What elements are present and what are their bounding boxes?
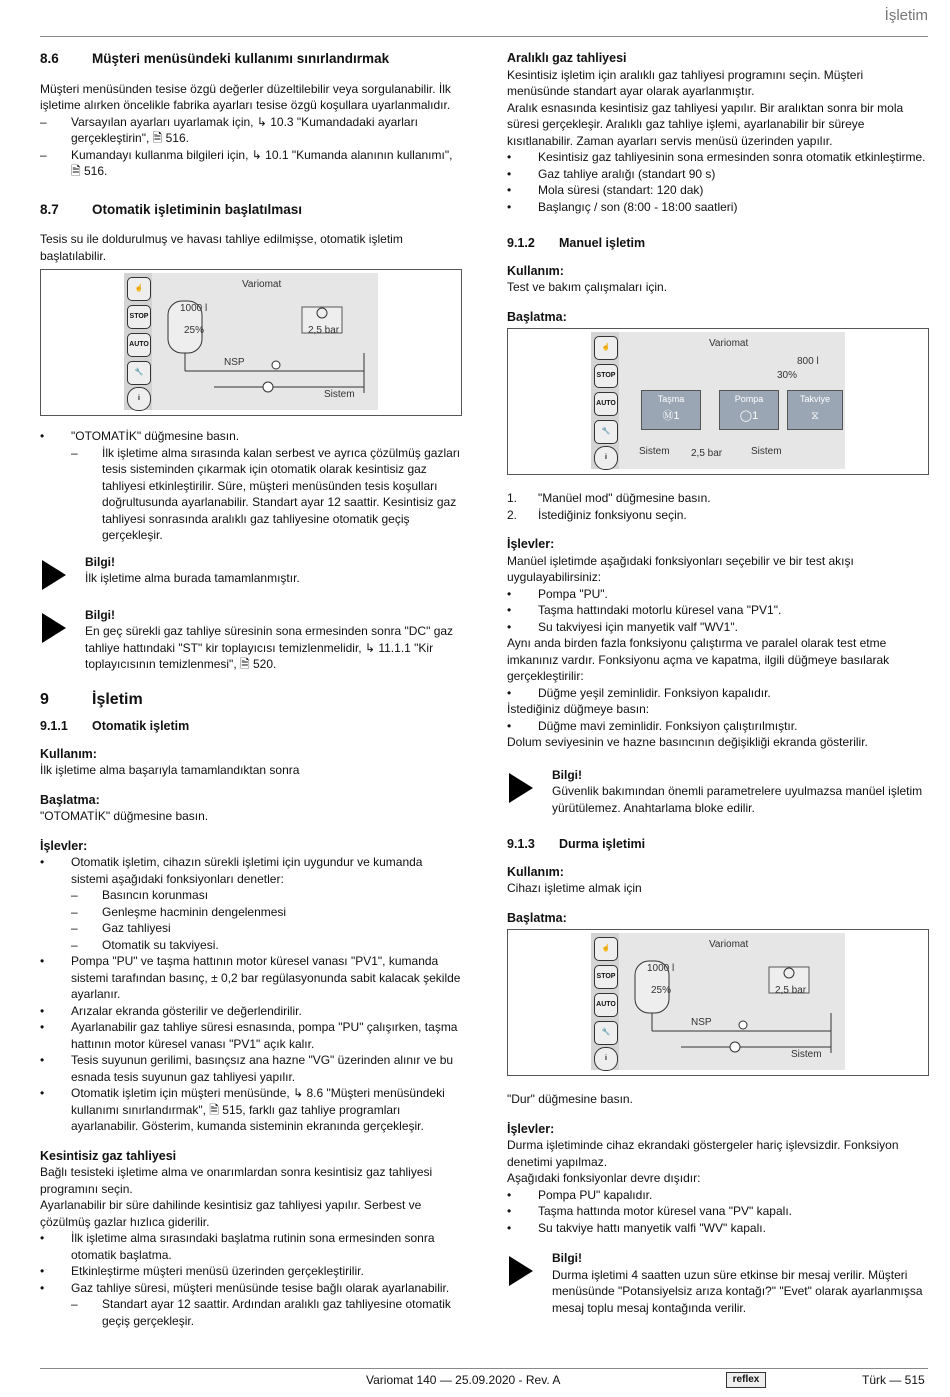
figure-title: Variomat [242, 279, 282, 290]
functions-label: İşlevler: [507, 1121, 555, 1136]
section-number: 8.6 [40, 51, 59, 66]
system-label: Sistem [791, 1049, 822, 1060]
list-item: • Su takviyesi için manyetik valf "WV1". [507, 619, 738, 634]
control-panel-figure-stop [507, 929, 929, 1076]
list-item: • Arızalar ekranda gösterilir ve değerlendirilir. [40, 1003, 302, 1018]
list-item-text: Taşma hattındaki motorlu küresel vana "PV1". [538, 603, 782, 617]
figure-title: Variomat [709, 338, 749, 349]
header-divider [40, 36, 928, 37]
figure-title: Variomat [709, 939, 749, 950]
paragraph: Kesintisiz işletim için aralıklı gaz tahliyesi programını seçin. Müşteri menüsünde standart ayar olarak ayarlanmıştır. [507, 67, 864, 98]
list-item-text: Pompa PU" kapalıdır. [538, 1187, 653, 1202]
reflex-logo: reflex [726, 1372, 766, 1388]
note-title: Bilgi! [85, 554, 115, 569]
section-9-1-1-heading [40, 718, 462, 735]
list-item: – Basıncın korunması [71, 888, 209, 902]
section-title: İşletim [92, 690, 143, 708]
left-column [40, 47, 462, 1329]
list-item: • Düğme yeşil zeminlidir. Fonksiyon kapalıdır. [507, 685, 771, 700]
list-item-text: Otomatik işletim, cihazın sürekli işletimi için uygundur ve kumanda sistemi aşağıdaki fonksiyonları denetler: [71, 855, 423, 886]
tank-fill-percent: 30% [777, 370, 798, 381]
manual-hand-icon: ☝ [594, 336, 618, 360]
button-label: Pompa [734, 394, 764, 404]
pump-icon: ◯1 [739, 409, 759, 422]
section-title: Durma işletimi [559, 837, 646, 851]
list-item: – Otomatik su takviyesi. [71, 937, 219, 952]
step-text: "Manüel mod" düğmesine basın. [538, 491, 711, 505]
stop-text: "Dur" düğmesine basın. [507, 1092, 633, 1106]
start-label: Başlatma: [40, 792, 100, 807]
note-title: Bilgi! [85, 607, 115, 622]
list-item-text: Su takviyesi için manyetik valf "WV1". [538, 619, 738, 634]
list-item: • Tesis suyunun gerilimi, basınçsız ana hazne "VG" üzerinden alınır ve bu esnada tesis suyunun gaz tahliyesi yapılır. [40, 1052, 462, 1085]
info-icon: i [594, 446, 618, 470]
interval-degassing-title: Aralıklı gaz tahliyesi [507, 51, 627, 65]
continuous-degassing-title: Kesintisiz gaz tahliyesi [40, 1148, 177, 1163]
list-item: – Varsayılan ayarları uyarlamak için, ↳ 10.3 "Kumandadaki ayarları gerçekleştirin", 🗎 516. [40, 114, 462, 147]
section-8-7-heading [40, 202, 462, 219]
start-label: Başlatma: [507, 910, 567, 925]
step-item: 2. İstediğiniz fonksiyonu seçin. [507, 507, 687, 522]
list-item-text: İlk işletime alma sırasındaki başlatma rutinin sona ermesinden sonra otomatik başlatma. [71, 1231, 435, 1262]
list-item: • Düğme mavi zeminlidir. Fonksiyon çalıştırılmıştır. [507, 718, 798, 733]
auto-button-icon: AUTO [127, 333, 151, 357]
wrench-icon: 🔧 [127, 361, 151, 385]
list-item: • Başlangıç / son (8:00 - 18:00 saatleri) [507, 199, 738, 214]
step-text: İstediğiniz fonksiyonu seçin. [538, 507, 687, 522]
note-text: Güvenlik bakımından önemli parametrelere uyulmazsa manüel işletim yürütülemez. Anahtarlama bloke edilir. [552, 784, 923, 815]
note-arrow-icon [42, 613, 66, 643]
section-number: 9 [40, 690, 49, 708]
usage-label: Kullanım: [507, 263, 564, 278]
makeup-valve-icon: ⧖ [811, 409, 819, 422]
list-item-text: Basıncın korunması [102, 888, 209, 902]
list-item: – Genleşme hacminin dengelenmesi [71, 904, 287, 919]
list-item-text: Varsayılan ayarları uyarlamak için, ↳ 10.3 "Kumandadaki ayarları gerçekleştirin", 🗎 516. [71, 114, 418, 145]
pressure-readout: 2,5 bar [691, 448, 723, 459]
section-number: 8.7 [40, 201, 59, 217]
list-item-text: İlk işletime alma sırasında kalan serbest ve ayrıca çözülmüş gazları tesis sisteminden çıkarmak için otomatik olarak kesintisiz gaz tahliyesi etkinleştirilir. Süre, müşteri menüsünden tesis koşulları doğrultusunda ayarlanabilir. Standart ayar 12 saattir. Kesintisiz gaz tahliyesi sonrasında aralıklı gaz tahliyesine otomatik geçiş gerçekleşir. [102, 445, 461, 542]
pump-function-button [719, 390, 779, 430]
info-note [40, 607, 462, 673]
note-arrow-icon [42, 560, 66, 590]
functions-label: İşlevler: [507, 537, 555, 551]
list-item: • Pompa "PU". [507, 586, 608, 601]
functions-label: İşlevler: [40, 838, 88, 853]
section-number: 9.1.3 [507, 837, 535, 851]
list-item-text: Taşma hattında motor küresel vana "PV" kapalı. [538, 1204, 792, 1218]
list-item-text: Standart ayar 12 saattir. Ardından aralıklı gaz tahliyesine otomatik geçiş gerçekleşir. [102, 1297, 451, 1328]
auto-button-icon: AUTO [594, 993, 618, 1017]
makeup-function-button [787, 390, 843, 430]
control-panel-figure-manual [507, 328, 929, 475]
list-item: • Otomatik işletim, cihazın sürekli işletimi için uygundur ve kumanda sistemi aşağıdaki fonksiyonları denetler: [40, 854, 462, 887]
list-item: – Standart ayar 12 saattir. Ardından aralıklı gaz tahliyesine otomatik geçiş gerçekleşir. [40, 1296, 462, 1329]
paragraph: Durma işletiminde cihaz ekrandaki göstergeler hariç işlevsizdir. Fonksiyon denetimi yapılmaz. [507, 1138, 899, 1169]
figure-screen [124, 273, 378, 410]
auto-button-icon: AUTO [594, 392, 618, 416]
section-9-1-3-heading [507, 836, 929, 853]
usage-text: Cihazı işletime almak için [507, 881, 642, 895]
list-item-text: Kumandayı kullanma bilgileri için, ↳ 10.1 "Kumanda alanının kullanımı", 🗎 516. [71, 147, 453, 178]
start-text: "OTOMATİK" düğmesine basın. [40, 809, 209, 823]
usage-text: Test ve bakım çalışmaları için. [507, 280, 668, 294]
figure-screen [591, 933, 845, 1070]
list-item-text: Gaz tahliye süresi, müşteri menüsünde tesise bağlı olarak ayarlanabilir. [71, 1280, 450, 1295]
note-arrow-icon [509, 1256, 533, 1286]
section-title: Manuel işletim [559, 236, 646, 250]
note-arrow-icon [509, 773, 533, 803]
step-item: 1. "Manüel mod" düğmesine basın. [507, 491, 711, 505]
paragraph: Müşteri menüsünden tesise özgü değerler düzeltilebilir veya sorgulanabilir. İlk işletime alırken öncelikle fabrika ayarları tesise özgü koşullara uyarlanmalıdır. [40, 81, 451, 112]
wrench-icon: 🔧 [594, 1021, 618, 1045]
list-item-text: Otomatik işletim için müşteri menüsünde, ↳ 8.6 "Müşteri menüsündeki kullanımı sınırlandırmak", 🗎 515, farklı gaz tahliye programları ayarlanabilir. Gösterim, kumanda sisteminin ekranında gerçekleşir. [71, 1086, 445, 1133]
page-header-title: İşletim [884, 7, 928, 24]
tank-fill-percent: 25% [184, 325, 205, 336]
list-item-text: Gaz tahliye aralığı (standart 90 s) [538, 166, 716, 181]
stop-button-icon: STOP [594, 965, 618, 989]
list-item: • Etkinleştirme müşteri menüsü üzerinden gerçekleştirilir. [40, 1264, 364, 1278]
tank-volume: 1000 l [180, 303, 208, 314]
section-title: Otomatik işletim [92, 719, 190, 733]
paragraph: Ayarlanabilir bir süre dahilinde kesintisiz gaz tahliyesi yapılır. Serbest ve çözülmüş gazlar hızlıca giderilir. [40, 1198, 422, 1229]
list-item: – Kumandayı kullanma bilgileri için, ↳ 10.1 "Kumanda alanının kullanımı", 🗎 516. [40, 147, 462, 180]
list-item-text: Su takviye hattı manyetik valfi "WV" kapalı. [538, 1220, 766, 1235]
list-item: • İlk işletime alma sırasındaki başlatma rutinin sona ermesinden sonra otomatik başlatma. [40, 1230, 462, 1263]
control-panel-figure-auto [40, 269, 462, 416]
info-note [507, 1250, 929, 1316]
info-note [40, 554, 462, 590]
system-label: Sistem [751, 446, 782, 457]
usage-label: Kullanım: [40, 746, 97, 761]
paragraph: Manüel işletimde aşağıdaki fonksiyonları seçebilir ve bir test akışı uygulayabilirsiniz: [507, 553, 854, 584]
list-item-text: Gaz tahliyesi [102, 921, 171, 935]
nsp-label: NSP [691, 1017, 712, 1028]
list-item-text: Tesis suyunun gerilimi, basınçsız ana hazne "VG" üzerinden alınır ve bu esnada tesis suyunun gaz tahliyesi yapılır. [71, 1053, 454, 1084]
list-item-text: Mola süresi (standart: 120 dak) [538, 183, 704, 197]
paragraph: Dolum seviyesinin ve hazne basıncının değişikliği ekranda gösterilir. [507, 735, 868, 749]
manual-hand-icon: ☝ [594, 937, 618, 961]
section-number: 9.1.2 [507, 236, 535, 250]
list-item-text: Ayarlanabilir gaz tahliye süresi esnasında, pompa "PU" çalışırken, taşma hattının motor küresel vanası "PV1" açık kalır. [71, 1020, 458, 1051]
list-item-text: Düğme yeşil zeminlidir. Fonksiyon kapalıdır. [538, 685, 771, 700]
pressure-readout: 2,5 bar [775, 985, 807, 996]
section-number: 9.1.1 [40, 719, 68, 733]
info-icon: i [594, 1047, 618, 1071]
wrench-icon: 🔧 [594, 420, 618, 444]
usage-label: Kullanım: [507, 864, 564, 879]
right-column [507, 47, 929, 1316]
list-item-text: Genleşme hacminin dengelenmesi [102, 904, 287, 919]
list-item: – Gaz tahliyesi [71, 921, 171, 935]
section-title: Otomatik işletiminin başlatılması [92, 201, 303, 217]
list-item: • Gaz tahliye süresi, müşteri menüsünde tesise bağlı olarak ayarlanabilir. [40, 1280, 450, 1295]
system-label: Sistem [639, 446, 670, 457]
paragraph: Aralık esnasında kesintisiz gaz tahliyesi yapılır. Bir aralıktan sonra bir mola süresi gerçekleşir. Aralıklı gaz tahliye işlemi, ayarlanabilir bir süreye kısıtlanabilir. Zaman ayarları servis menüsü üzerinden yapılır. [507, 100, 904, 148]
footer-divider [40, 1368, 928, 1369]
paragraph: Aşağıdaki fonksiyonlar devre dışıdır: [507, 1171, 701, 1185]
info-icon: i [127, 387, 151, 411]
list-item: • "OTOMATİK" düğmesine basın. [40, 429, 240, 443]
list-item: • Otomatik işletim için müşteri menüsünde, ↳ 8.6 "Müşteri menüsündeki kullanımı sınırlandırmak", 🗎 515, farklı gaz tahliye programları ayarlanabilir. Gösterim, kumanda sisteminin ekranında gerçekleşir. [40, 1085, 462, 1135]
figure-screen [591, 332, 845, 469]
note-text: İlk işletime alma burada tamamlanmıştır. [85, 571, 300, 585]
list-item-text: Otomatik su takviyesi. [102, 937, 219, 952]
note-text: En geç sürekli gaz tahliye süresinin sona ermesinden sonra "DC" gaz tahliye hattındaki "ST" kir toplayıcısı temizlenmelidir, ↳ 11.1.1 "Kir toplayıcısının temizlenmesi", 🗎 520. [85, 624, 454, 671]
system-label: Sistem [324, 389, 355, 400]
paragraph: İstediğiniz düğmeye basın: [507, 702, 650, 716]
button-label: Takviye [799, 394, 830, 404]
list-item-text: Pompa "PU". [538, 586, 608, 601]
start-label: Başlatma: [507, 309, 567, 324]
list-item-text: Pompa "PU" ve taşma hattının motor küresel vanası "PV1", kumanda sistemi tarafından basınç, ± 0,2 bar regülasyonunda sabit kalacak şekilde ayarlanır. [71, 954, 461, 1001]
list-item-text: Kesintisiz gaz tahliyesinin sona ermesinden sonra otomatik etkinleştirme. [538, 150, 926, 164]
tank-fill-percent: 25% [651, 985, 672, 996]
list-item-text: Düğme mavi zeminlidir. Fonksiyon çalıştırılmıştır. [538, 718, 798, 733]
manual-hand-icon: ☝ [127, 277, 151, 301]
list-item: • Taşma hattındaki motorlu küresel vana "PV1". [507, 603, 782, 617]
list-item: • Pompa PU" kapalıdır. [507, 1187, 653, 1202]
section-8-6-heading [40, 51, 462, 68]
note-text: Durma işletimi 4 saatten uzun süre etkinse bir mesaj verilir. Müşteri menüsünde "Potansiyelsiz arıza kontağı?" "Evet" olarak ayarlanmışsa mesaj toplu mesaj kontağında verilir. [552, 1267, 923, 1315]
section-9-heading [40, 692, 462, 709]
section-title: Müşteri menüsündeki kullanımı sınırlandırmak [92, 51, 390, 66]
info-note [507, 767, 929, 817]
list-item: • Su takviye hattı manyetik valfi "WV" kapalı. [507, 1220, 766, 1235]
list-item: • Mola süresi (standart: 120 dak) [507, 183, 704, 197]
list-item-text: Etkinleştirme müşteri menüsü üzerinden gerçekleştirilir. [71, 1264, 364, 1278]
stop-button-icon: STOP [127, 305, 151, 329]
paragraph: Aynı anda birden fazla fonksiyonu çalıştırma ve paralel olarak test etme imkanınız vardır. Fonksiyonu açma ve kapatma, ilgili düğmeye basılarak gerçekleştirilir: [507, 636, 890, 683]
footer-page-number: Türk — 515 [862, 1373, 925, 1387]
note-title: Bilgi! [552, 767, 582, 782]
list-item-text: Başlangıç / son (8:00 - 18:00 saatleri) [538, 199, 738, 214]
tank-volume: 800 l [797, 356, 819, 367]
button-label: Taşma [657, 394, 685, 404]
stop-button-icon: STOP [594, 364, 618, 388]
list-item: • Pompa "PU" ve taşma hattının motor küresel vanası "PV1", kumanda sistemi tarafından basınç, ± 0,2 bar regülasyonunda sabit kalacak şekilde ayarlanır. [40, 954, 461, 1001]
list-item-text: "OTOMATİK" düğmesine basın. [71, 429, 240, 443]
overflow-function-button [641, 390, 701, 430]
footer-document-info: Variomat 140 — 25.09.2020 - Rev. A [366, 1373, 561, 1387]
pressure-readout: 2,5 bar [308, 325, 340, 336]
tank-volume: 1000 l [647, 963, 675, 974]
overflow-valve-icon: Ⓜ1 [662, 409, 680, 422]
list-item: – İlk işletime alma sırasında kalan serbest ve ayrıca çözülmüş gazları tesis sisteminden çıkarmak için otomatik olarak kesintisiz gaz tahliyesi etkinleştirilir. Süre, müşteri menüsünden tesis koşulları doğrultusunda ayarlanabilir. Standart ayar 12 saattir. Kesintisiz gaz tahliyesi sonrasında aralıklı gaz tahliyesine otomatik geçiş gerçekleşir. [71, 445, 461, 542]
list-item: • Ayarlanabilir gaz tahliye süresi esnasında, pompa "PU" çalışırken, taşma hattının motor küresel vanası "PV1" açık kalır. [40, 1019, 462, 1052]
list-item-text: Arızalar ekranda gösterilir ve değerlendirilir. [71, 1003, 302, 1018]
note-title: Bilgi! [552, 1251, 582, 1265]
paragraph: Bağlı tesisteki işletime alma ve onarımlardan sonra kesintisiz gaz tahliyesi programını seçin. [40, 1165, 433, 1196]
usage-text: İlk işletime alma başarıyla tamamlandıktan sonra [40, 763, 300, 777]
section-9-1-2-heading [507, 235, 929, 252]
list-item: • Gaz tahliye aralığı (standart 90 s) [507, 166, 716, 181]
list-item: • Kesintisiz gaz tahliyesinin sona ermesinden sonra otomatik etkinleştirme. [507, 150, 926, 164]
nsp-label: NSP [224, 357, 245, 368]
list-item: • Taşma hattında motor küresel vana "PV" kapalı. [507, 1204, 792, 1218]
paragraph: Tesis su ile doldurulmuş ve havası tahliye edilmişse, otomatik işletim başlatılabilir. [40, 232, 403, 263]
